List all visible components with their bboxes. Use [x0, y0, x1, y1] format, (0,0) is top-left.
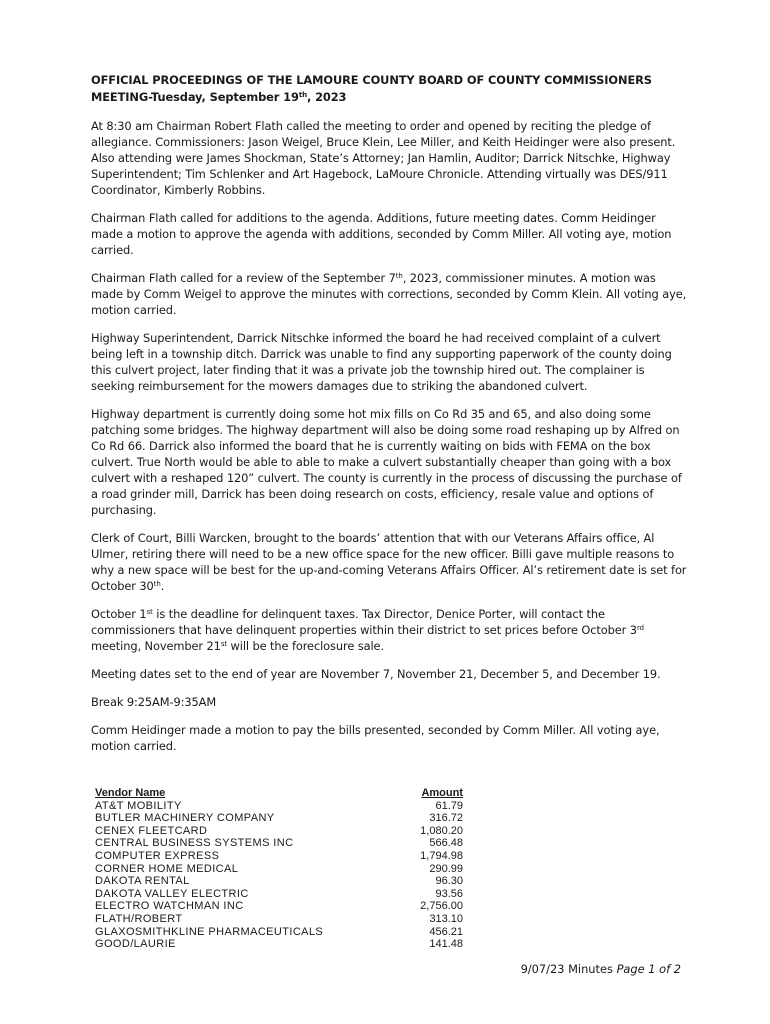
ordinal-suffix: th — [153, 580, 161, 588]
ordinal-suffix: st — [146, 608, 153, 616]
table-row — [95, 812, 463, 825]
table-header-row — [95, 787, 463, 800]
vendor-cell: COMPUTER EXPRESS — [95, 849, 220, 862]
text-segment: is the deadline for delinquent taxes. Tax Director, Denice Porter, will contact the commissioners that have delinquent properties within their district to set prices before October 3 — [91, 607, 637, 637]
vendor-cell: CENEX FLEETCARD — [95, 824, 208, 837]
page-footer — [521, 962, 681, 976]
paragraph-veterans-office — [91, 530, 691, 594]
text-segment: will be the foreclosure sale. — [227, 639, 384, 653]
ordinal-suffix: st — [220, 640, 228, 648]
text-segment: October 1 — [91, 607, 147, 621]
table-row — [95, 863, 463, 876]
vendor-cell: GLAXOSMITHKLINE PHARMACEUTICALS — [95, 925, 324, 938]
ordinal-suffix: th — [395, 272, 403, 280]
bills-table — [95, 787, 463, 951]
paragraph-call-to-order: At 8:30 am Chairman Robert Flath called the meeting to order and opened by reciting the pledge of allegiance. Commissioners: Jason Weigel, Bruce Klein, Lee Miller, and Keith Heidinger were also present. Also attending were James Shockman, State’s Attorney; Jan Hamlin, Auditor; Darrick Nitschke, Highway Superintendent; Tim Schlenker and Art Hagebock, LaMoure Chronicle. Attending virtually was DES/911 Coordinator, Kimberly Robbins. — [91, 119, 676, 197]
vendor-cell: ELECTRO WATCHMAN INC — [95, 900, 244, 913]
amount-cell: 141.48 — [429, 938, 463, 951]
table-row — [95, 800, 463, 813]
paragraph-meeting-dates: Meeting dates set to the end of year are November 7, November 21, December 5, and December 19. — [91, 667, 661, 681]
ordinal-suffix: rd — [636, 624, 644, 632]
vendor-cell: GOOD/LAURIE — [95, 938, 176, 951]
bills-table-container — [95, 787, 475, 951]
paragraph-agenda: Chairman Flath called for additions to the agenda. Additions, future meeting dates. Comm Heidinger made a motion to approve the agenda with additions, seconded by Comm Miller. All voting aye, motion carried. — [91, 211, 672, 257]
paragraph-pay-bills: Comm Heidinger made a motion to pay the bills presented, seconded by Comm Miller. All voting aye, motion carried. — [91, 723, 660, 753]
amount-cell: 96.30 — [435, 875, 463, 888]
vendor-cell: DAKOTA VALLEY ELECTRIC — [95, 887, 249, 900]
title-line-1: OFFICIAL PROCEEDINGS OF THE LAMOURE COUNTY BOARD OF COUNTY COMMISSIONERS — [91, 73, 652, 87]
text-segment: Chairman Flath called for a review of the September 7 — [91, 271, 396, 285]
vendor-cell: CORNER HOME MEDICAL — [95, 862, 239, 875]
column-header-vendor: Vendor Name — [95, 787, 166, 799]
title-date-suffix: th — [298, 91, 307, 99]
column-header-amount: Amount — [421, 787, 463, 799]
amount-cell: 316.72 — [429, 812, 463, 825]
paragraph-culvert-complaint: Highway Superintendent, Darrick Nitschke informed the board he had received complaint of a culvert being left in a township ditch. Darrick was unable to find any supporting paperwork of the county doing this culvert project, later finding that it was a private job the township hired out. The complainer is seeking reimbursement for the mowers damages due to striking the abandoned culvert. — [91, 331, 672, 393]
table-row — [95, 938, 463, 951]
text-segment: Clerk of Court, Billi Warcken, brought to the boards’ attention that with our Veterans Affairs office, Al Ulmer, retiring there will need to be a new office space for the new officer. Billi gave multiple reasons to why a new space will be best for the up-and-coming Veterans Affairs Officer. Al’s retirement date is set for October 30 — [91, 531, 687, 593]
table-row — [95, 913, 463, 926]
text-segment: . — [160, 579, 165, 593]
footer-page-number: Page 1 of 2 — [616, 962, 681, 976]
table-row — [95, 926, 463, 939]
amount-cell: 456.21 — [429, 925, 463, 938]
amount-cell: 2,756.00 — [420, 900, 463, 913]
title-date-text: MEETING-Tuesday, September 19 — [91, 90, 299, 104]
paragraph-minutes-review — [91, 270, 691, 318]
vendor-cell: DAKOTA RENTAL — [95, 875, 190, 888]
table-row — [95, 837, 463, 850]
footer-date-label: 9/07/23 Minutes — [520, 962, 617, 976]
amount-cell: 566.48 — [429, 837, 463, 850]
text-segment: meeting, November 21 — [91, 639, 221, 653]
vendor-cell: CENTRAL BUSINESS SYSTEMS INC — [95, 837, 294, 850]
table-row — [95, 850, 463, 863]
document-title — [91, 72, 691, 106]
paragraph-delinquent-taxes — [91, 606, 691, 654]
paragraph-break: Break 9:25AM-9:35AM — [91, 695, 217, 709]
text-segment: , 2023, commissioner minutes. A motion was made by Comm Weigel to approve the minutes with corrections, seconded by Comm Klein. All voting aye, motion carried. — [91, 271, 687, 317]
vendor-cell: BUTLER MACHINERY COMPANY — [95, 812, 275, 825]
table-row — [95, 875, 463, 888]
vendor-cell: FLATH/ROBERT — [95, 912, 183, 925]
amount-cell: 61.79 — [435, 799, 463, 812]
amount-cell: 290.99 — [429, 862, 463, 875]
table-row — [95, 825, 463, 838]
title-line-2 — [91, 90, 346, 104]
amount-cell: 313.10 — [429, 912, 463, 925]
minutes-body — [91, 72, 691, 766]
table-row — [95, 900, 463, 913]
table-row — [95, 888, 463, 901]
amount-cell: 1,794.98 — [420, 849, 463, 862]
paragraph-highway-update: Highway department is currently doing some hot mix fills on Co Rd 35 and 65, and also doing some patching some bridges. The highway department will also be doing some road reshaping up by Alfred on Co Rd 66. Darrick also informed the board that he is currently waiting on bids with FEMA on the box culvert. True North would be able to able to make a culvert substantially cheaper than going with a box culvert with a reshaped 120” culvert. The county is currently in the process of discussing the purchase of a road grinder mill, Darrick has been doing research on costs, efficiency, resale value and options of purchasing. — [91, 407, 682, 517]
amount-cell: 93.56 — [435, 887, 463, 900]
title-year: , 2023 — [306, 90, 347, 104]
amount-cell: 1,080.20 — [420, 824, 463, 837]
vendor-cell: AT&T MOBILITY — [95, 799, 182, 812]
